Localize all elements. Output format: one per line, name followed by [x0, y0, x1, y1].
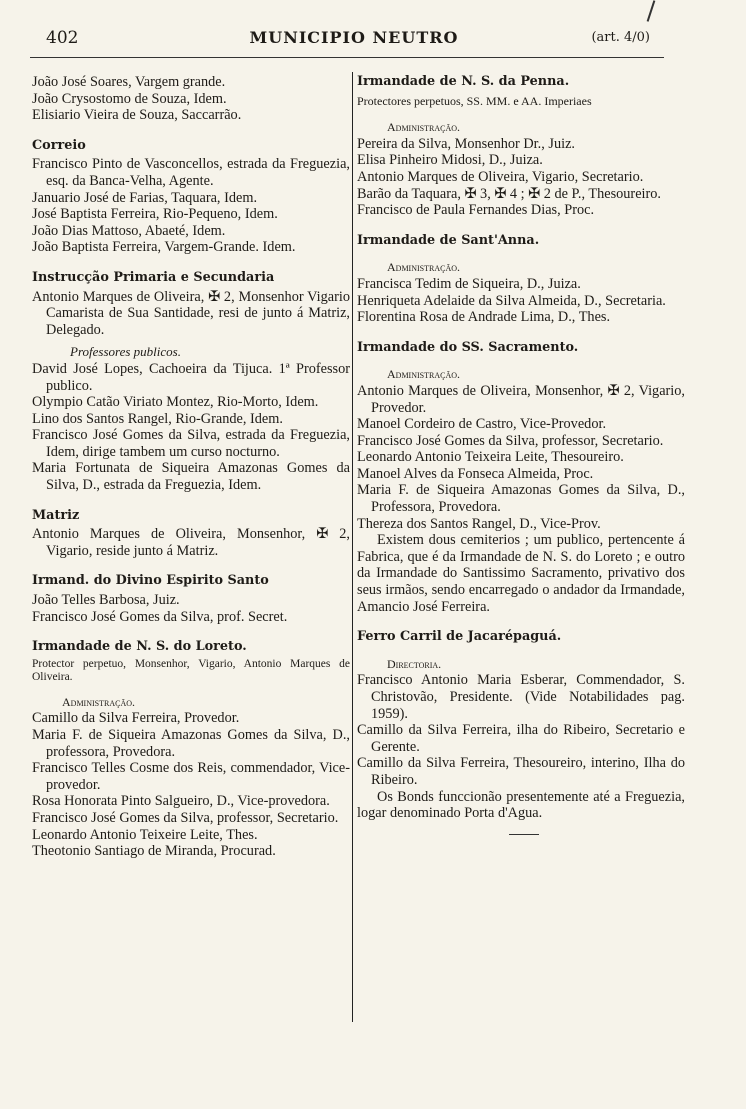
section-heading: Irmandade de N. S. do Loreto.	[32, 639, 247, 655]
section-heading: Irmandade do SS. Sacramento.	[357, 339, 579, 355]
entry-text: Theotonio Santiago de Miranda, Procurad.	[32, 843, 276, 860]
entry-text: Francisco José Gomes da Silva, professor, Secretario.	[357, 432, 664, 449]
entry-text: João José Soares, Vargem grande.	[32, 74, 226, 90]
section-note: Protector perpetuo, Monsenhor, Vigario, Antonio Marques de Oliveira.	[32, 657, 350, 683]
entry-text: Rosa Honorata Pinto Salgueiro, D., Vice-provedora.	[32, 793, 330, 810]
entry-text: Antonio Marques de Oliveira, Vigario, Secretario.	[357, 168, 644, 185]
pen-stroke	[647, 0, 656, 22]
entry-text: João Telles Barbosa, Juiz.	[32, 592, 180, 609]
entry-text: Francisco José Gomes da Silva, prof. Secret.	[32, 608, 288, 625]
subsection-label: Administração.	[387, 120, 461, 135]
entry-text: Francisco de Paula Fernandes Dias, Proc.	[357, 202, 595, 219]
entry-text: Elisiario Vieira de Souza, Saccarrão.	[32, 107, 242, 124]
entry-text: Antonio Marques de Oliveira, Monsenhor, ✠ 2, Vigario, Provedor.	[357, 382, 685, 416]
entry-text: Camillo da Silva Ferreira, Thesoureiro, interino, Ilha do Ribeiro.	[357, 755, 685, 788]
entry-text: João Dias Mattoso, Abaeté, Idem.	[32, 222, 226, 239]
entry-text: Januario José de Farias, Taquara, Idem.	[32, 189, 258, 206]
subsection-label: Administração.	[387, 260, 461, 275]
entry-text: Francisco José Gomes da Silva, estrada da Freguezia, Idem, dirige tambem um curso nocturno.	[32, 427, 350, 460]
section-heading: Correio	[32, 137, 86, 153]
section-heading: Ferro Carril de Jacarépaguá.	[357, 629, 562, 645]
entry-text: Leonardo Antonio Teixeira Leite, Thesoureiro.	[357, 449, 624, 466]
end-dash	[509, 834, 539, 835]
left-column	[32, 74, 350, 860]
subsection-label: Administração.	[387, 367, 461, 382]
entry-text: José Baptista Ferreira, Rio-Pequeno, Idem.	[32, 206, 278, 223]
entry-text: Camillo da Silva Ferreira, Provedor.	[32, 710, 240, 727]
entry-text: Manoel Alves da Fonseca Almeida, Proc.	[357, 465, 594, 482]
subsection-label: Professores publicos.	[70, 344, 181, 360]
entry-text: Elisa Pinheiro Midosi, D., Juiza.	[357, 152, 543, 169]
entry-text: Henriqueta Adelaide da Silva Almeida, D., Secretaria.	[357, 292, 666, 309]
entry-text: Barão da Taquara, ✠ 3, ✠ 4 ; ✠ 2 de P., Thesoureiro.	[357, 185, 661, 202]
section-heading: Irmand. do Divino Espirito Santo	[32, 573, 269, 589]
entry-text: Maria F. de Siqueira Amazonas Gomes da Silva, D., professora, Provedora.	[32, 727, 350, 760]
entry-text: Francisco Pinto de Vasconcellos, estrada da Freguezia, esq. da Banca-Velha, Agente.	[32, 156, 350, 189]
entry-text: Camillo da Silva Ferreira, ilha do Ribeiro, Secretario e Gerente.	[357, 722, 685, 755]
entry-text: Pereira da Silva, Monsenhor Dr., Juiz.	[357, 135, 575, 152]
header-rule	[30, 57, 664, 58]
right-column	[357, 74, 685, 835]
entry-text: João Baptista Ferreira, Vargem-Grande. Idem.	[32, 239, 296, 256]
section-heading: Matriz	[32, 507, 80, 523]
paragraph-text: Existem dous cemiterios ; um publico, pertencente á Fabrica, que é da Irmandade de N. S. do Loreto ; e outro da Irmandade do Santissimo Sacramento, privativo dos seus irmãos, sendo encarregado o andador da Irmandade, Amancio José Ferreira.	[357, 532, 685, 615]
entry-text: Thereza dos Santos Rangel, D., Vice-Prov.	[357, 515, 601, 532]
article-reference: (art. 4/0)	[591, 30, 650, 45]
entry-text: Antonio Marques de Oliveira, ✠ 2, Monsenhor Vigario Camarista de Sua Santidade, resi de junto á Matriz, Delegado.	[32, 288, 350, 338]
entry-text: Leonardo Antonio Teixeire Leite, Thes.	[32, 826, 258, 843]
subsection-label: Directoria.	[387, 656, 442, 671]
page-title: MUNICIPIO NEUTRO	[249, 28, 459, 47]
entry-text: João Crysostomo de Souza, Idem.	[32, 90, 227, 107]
entry-text: Manoel Cordeiro de Castro, Vice-Provedor.	[357, 416, 607, 433]
entry-text: Olympio Catão Viriato Montez, Rio-Morto, Idem.	[32, 394, 319, 411]
entry-text: Antonio Marques de Oliveira, Monsenhor, ✠ 2, Vigario, reside junto á Matriz.	[32, 526, 350, 559]
paragraph-text: Os Bonds funccionão presentemente até a Freguezia, logar denominado Porta d'Agua.	[357, 788, 685, 822]
entry-text: Francisco José Gomes da Silva, professor, Secretario.	[32, 809, 339, 826]
section-heading: Irmandade de N. S. da Penna.	[357, 74, 570, 89]
entry-text: Lino dos Santos Rangel, Rio-Grande, Idem.	[32, 410, 283, 427]
entry-text: David José Lopes, Cachoeira da Tijuca. 1ª Professor publico.	[32, 360, 350, 394]
column-divider	[352, 72, 353, 1022]
section-heading: Instrucção Primaria e Secundaria	[32, 269, 275, 285]
entry-text: Francisco Telles Cosme dos Reis, commendador, Vice-provedor.	[32, 760, 350, 793]
section-subtitle: Protectores perpetuos, SS. MM. e AA. Imperiaes	[357, 93, 592, 108]
section-heading: Irmandade de Sant'Anna.	[357, 232, 540, 248]
subsection-label: Administração.	[62, 694, 136, 709]
entry-text: Francisco Antonio Maria Esberar, Commendador, S. Christovão, Presidente. (Vide Notabilidades pag. 1959).	[357, 672, 685, 722]
entry-text: Francisca Tedim de Siqueira, D., Juiza.	[357, 275, 581, 292]
page-header	[34, 28, 674, 52]
entry-text: Florentina Rosa de Andrade Lima, D., Thes.	[357, 309, 611, 326]
entry-text: Maria F. de Siqueira Amazonas Gomes da Silva, D., Professora, Provedora.	[357, 482, 685, 516]
entry-text: Maria Fortunata de Siqueira Amazonas Gomes da Silva, D., estrada da Freguezia, Idem.	[32, 460, 350, 494]
page-number: 402	[46, 28, 79, 48]
